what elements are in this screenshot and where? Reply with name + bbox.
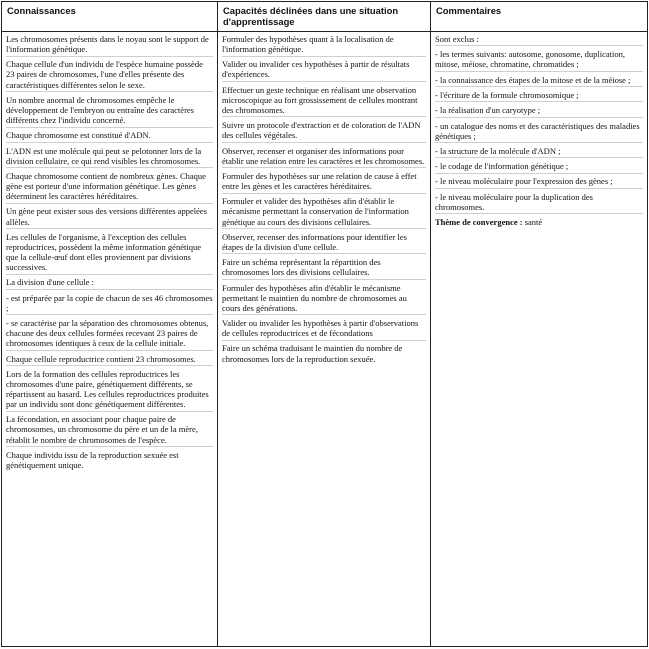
header-commentaires: Commentaires	[431, 2, 648, 32]
capacites-column	[218, 32, 431, 647]
commentaire-item: - le niveau moléculaire pour la duplication des chromosomes.	[435, 192, 643, 215]
header-capacites: Capacités déclinées dans une situation d'apprentissage	[218, 2, 431, 32]
commentaire-item: - la réalisation d'un caryotype ;	[435, 105, 643, 117]
commentaire-item: - les termes suivants: autosome, gonosome, duplication, mitose, méiose, chromatine, chromatides ;	[435, 49, 643, 72]
commentaire-item: - le codage de l'information génétique ;	[435, 161, 643, 173]
capacite-item: Effectuer un geste technique en réalisant une observation microscopique au fort grossissement de cellules montrant des chromosomes.	[222, 85, 426, 118]
commentaire-item: - l'écriture de la formule chromosomique ;	[435, 90, 643, 102]
capacite-item: Formuler des hypothèses afin d'établir le mécanisme permettant le maintien du nombre de chromosomes au cours des générations.	[222, 283, 426, 316]
content-row	[2, 32, 648, 647]
program-table	[1, 1, 648, 647]
connaissance-item: Chaque cellule reproductrice contient 23 chromosomes.	[6, 354, 213, 366]
capacite-item: Observer, recenser et organiser des informations pour établir une relation entre les caractères et les chromosomes.	[222, 146, 426, 169]
capacite-item: Valider ou invalider ces hypothèses à partir de résultats d'expériences.	[222, 59, 426, 82]
capacite-item: Observer, recenser des informations pour identifier les étapes de la division d'une cellule.	[222, 232, 426, 255]
capacite-item: Valider ou invalider les hypothèses à partir d'observations de cellules reproductrices et de fécondations	[222, 318, 426, 341]
capacite-item: Faire un schéma traduisant le maintien du nombre de chromosomes lors de la reproduction sexuée.	[222, 343, 403, 364]
connaissance-item: Chaque cellule d'un individu de l'espèce humaine possède 23 paires de chromosomes, l'une d'elles présente des caractéristiques différentes selon le sexe.	[6, 59, 213, 92]
connaissance-item: Les cellules de l'organisme, à l'exception des cellules reproductrices, possèdent la même information génétique que la cellule-œuf dont elles proviennent par divisions successives.	[6, 232, 213, 275]
connaissances-column	[2, 32, 218, 647]
connaissance-item: Lors de la formation des cellules reproductrices les chromosomes d'une paire, génétiquement différents, se répartissent au hasard. Les cellules reproductrices produites par un individu sont donc génétiquement différentes.	[6, 369, 213, 412]
commentaire-item: Sont exclus :	[435, 34, 643, 46]
connaissance-item: Les chromosomes présents dans le noyau sont le support de l'information génétique.	[6, 34, 213, 57]
connaissance-item: Un nombre anormal de chromosomes empêche le développement de l'embryon ou entraîne des caractères différents chez l'individu concerné.	[6, 95, 213, 128]
theme-separator: :	[517, 217, 525, 228]
commentaires-column	[431, 32, 648, 647]
program-table-container	[1, 1, 647, 647]
connaissance-item: Chaque individu issu de la reproduction sexuée est génétiquement unique.	[6, 449, 179, 470]
header-row	[2, 2, 648, 32]
capacite-item: Formuler des hypothèses quant à la localisation de l'information génétique.	[222, 34, 426, 57]
connaissance-item: Un gène peut exister sous des versions différentes appelées allèles.	[6, 206, 213, 229]
connaissance-item: La fécondation, en associant pour chaque paire de chromosomes, un chromosome du père et un de la mère, rétablit le nombre de chromosomes de l'espèce.	[6, 414, 213, 447]
capacite-item: Formuler des hypothèses sur une relation de cause à effet entre les gènes et les caractères héréditaires.	[222, 171, 426, 194]
theme-value: santé	[524, 217, 543, 228]
connaissance-item: - est préparée par la copie de chacun de ses 46 chromosomes ;	[6, 293, 213, 316]
connaissance-item: - se caractérise par la séparation des chromosomes obtenus, chacune des deux cellules formées recevant 23 paires de chromosomes identiques à ceux de la cellule initiale.	[6, 318, 213, 351]
capacite-item: Faire un schéma représentant la répartition des chromosomes lors des divisions cellulaires.	[222, 257, 426, 280]
commentaire-item: - le niveau moléculaire pour l'expression des gènes ;	[435, 176, 643, 188]
connaissance-item: L'ADN est une molécule qui peut se pelotonner lors de la division cellulaire, ce qui rend visibles les chromosomes.	[6, 146, 213, 169]
connaissance-item: Chaque chromosome contient de nombreux gènes. Chaque gène est porteur d'une information génétique. Les gènes déterminent les caractères héréditaires.	[6, 171, 213, 204]
connaissance-item: Chaque chromosome est constitué d'ADN.	[6, 130, 213, 142]
theme-convergence	[435, 217, 643, 227]
commentaire-item: - la connaissance des étapes de la mitose et de la méiose ;	[435, 75, 643, 87]
header-connaissances: Connaissances	[2, 2, 218, 32]
commentaire-item: - un catalogue des noms et des caractéristiques des maladies génétiques ;	[435, 121, 643, 144]
connaissance-item: La division d'une cellule :	[6, 277, 213, 289]
commentaire-item: - la structure de la molécule d'ADN ;	[435, 146, 643, 158]
capacite-item: Formuler et valider des hypothèses afin d'établir le mécanisme permettant la conservation de l'information génétique au cours des divisions cellulaires.	[222, 196, 426, 229]
capacite-item: Suivre un protocole d'extraction et de coloration de l'ADN des cellules végétales.	[222, 120, 426, 143]
theme-label: Thème de convergence	[435, 217, 518, 228]
